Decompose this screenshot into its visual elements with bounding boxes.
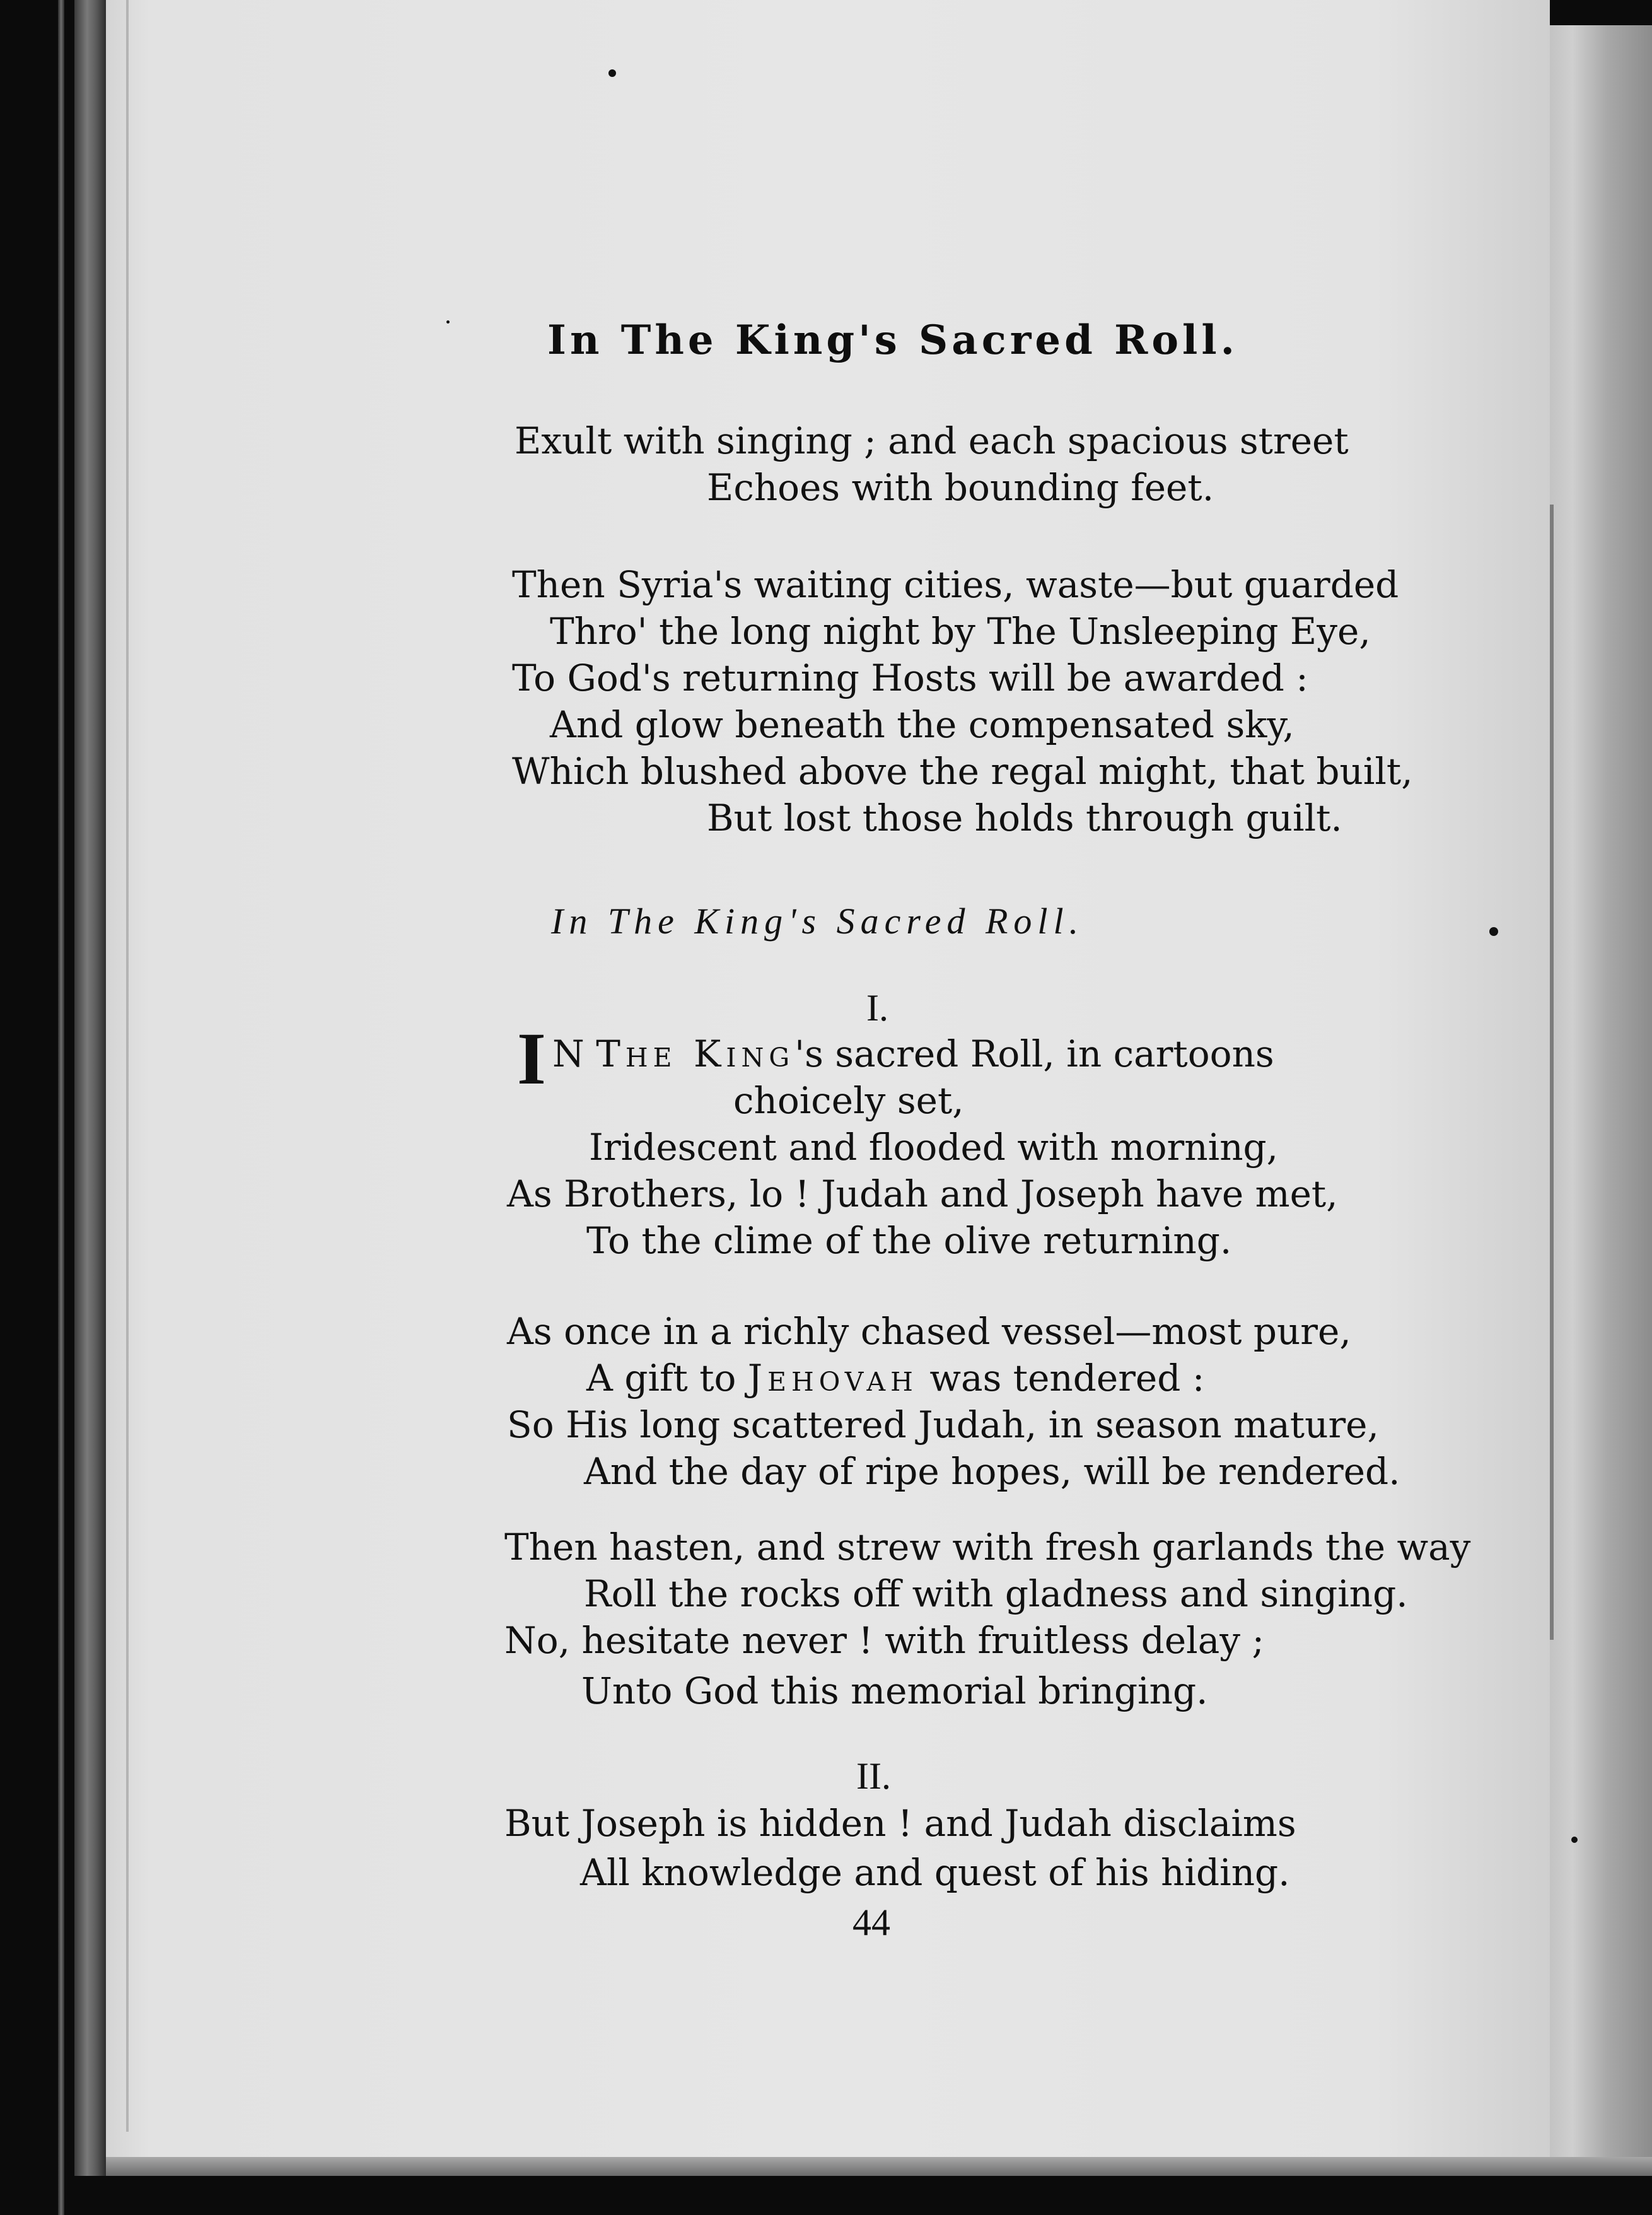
poem-title: In The King's Sacred Roll. — [551, 901, 1085, 942]
section-numeral-2: II. — [856, 1755, 891, 1797]
stanza-2-line-1: Then Syria's waiting cities, waste—but guarded — [512, 563, 1399, 606]
binding-edge — [58, 0, 64, 2215]
section-1-line-4: As Brothers, lo ! Judah and Joseph have met, — [507, 1172, 1338, 1215]
section-1-line-3: Iridescent and flooded with morning, — [589, 1126, 1279, 1169]
stanza-2-line-4: And glow beneath the compensated sky, — [550, 703, 1294, 746]
section-1-line-1-start: N — [552, 1032, 596, 1075]
section-1-line-1-end: 's sacred Roll, in cartoons — [794, 1032, 1274, 1075]
drop-cap: I — [517, 1017, 546, 1100]
section-1-line-5: To the clime of the olive returning. — [586, 1219, 1232, 1262]
page-stack-edge — [1550, 505, 1554, 1640]
section-2-line-2: All knowledge and quest of his hiding. — [580, 1851, 1290, 1894]
ink-speck — [608, 69, 616, 77]
stanza-5-line-3: No, hesitate never ! with fruitless delay ; — [504, 1619, 1265, 1662]
section-1-line-1-caps: The King — [596, 1032, 795, 1075]
running-header: In The King's Sacred Roll. — [547, 317, 1238, 364]
ink-speck — [446, 320, 450, 324]
section-numeral-1: I. — [866, 987, 888, 1029]
stanza-4-line-2-start: A gift to — [586, 1357, 748, 1400]
stanza-4-line-2-caps: Jehovah — [747, 1357, 918, 1400]
ink-speck — [1489, 927, 1498, 936]
page-number: 44 — [852, 1902, 890, 1943]
stanza-2-line-5: Which blushed above the regal might, that built, — [512, 750, 1413, 793]
section-2-line-1: But Joseph is hidden ! and Judah disclaims — [504, 1802, 1296, 1845]
page-gutter-line — [126, 0, 129, 2132]
stanza-5-line-4: Unto God this memorial bringing. — [581, 1669, 1208, 1712]
stanza-2-line-6: But lost those holds through guilt. — [707, 797, 1342, 839]
ink-speck — [1571, 1837, 1578, 1843]
section-1-line-2: choicely set, — [733, 1079, 964, 1122]
facing-page-stack — [1539, 25, 1652, 2170]
stanza-5-line-2: Roll the rocks off with gladness and singing. — [584, 1572, 1408, 1615]
stanza-2-line-2: Thro' the long night by The Unsleeping Eye, — [550, 610, 1371, 653]
page-bottom-edge — [106, 2157, 1652, 2176]
stanza-4-line-1: As once in a richly chased vessel—most pure, — [507, 1310, 1351, 1353]
stanza-1-line-2: Echoes with bounding feet. — [707, 466, 1214, 509]
stanza-4-line-2 — [586, 1357, 1205, 1400]
stanza-1-line-1: Exult with singing ; and each spacious street — [515, 419, 1349, 462]
stanza-4-line-4: And the day of ripe hopes, will be rendered. — [584, 1450, 1400, 1493]
stanza-2-line-3: To God's returning Hosts will be awarded : — [512, 657, 1308, 699]
stanza-4-line-2-end: was tendered : — [917, 1357, 1205, 1400]
stanza-4-line-3: So His long scattered Judah, in season mature, — [507, 1403, 1379, 1446]
book-spine — [74, 0, 106, 2176]
stanza-5-line-1: Then hasten, and strew with fresh garlands the way — [504, 1526, 1471, 1569]
section-1-line-1 — [552, 1032, 1274, 1075]
